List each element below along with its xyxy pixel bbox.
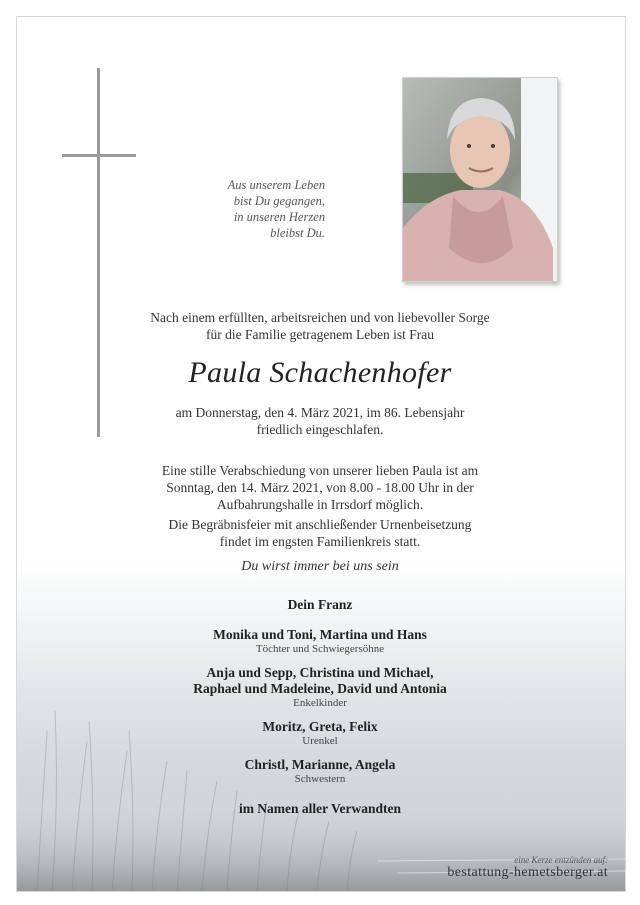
mourner-group: Monika und Toni, Martina und Hans Töchter und Schwiegersöhne: [213, 627, 427, 655]
motto: Du wirst immer bei uns sein: [241, 559, 399, 574]
mourners-list: [120, 597, 520, 817]
cross-vertical: [97, 68, 100, 437]
mourner-group: Moritz, Greta, Felix Urenkel: [262, 719, 378, 747]
burial-info: Die Begräbnisfeier mit anschließender Urnenbeisetzung findet im engsten Familienkreis statt.: [168, 517, 472, 549]
portrait-photo: [402, 77, 558, 282]
footer: [447, 855, 608, 881]
candle-note: eine Kerze entzünden auf:: [514, 855, 608, 865]
website-link[interactable]: bestattung-hemetsberger.at: [447, 865, 608, 880]
intro-text: Nach einem erfüllten, arbeitsreichen und von liebevoller Sorge für die Familie getragenem Leben ist Frau: [150, 310, 490, 342]
death-notice: am Donnerstag, den 4. März 2021, im 86. Lebensjahr friedlich eingeschlafen.: [175, 405, 465, 437]
farewell-info: Eine stille Verabschiedung von unserer lieben Paula ist am Sonntag, den 14. März 2021, von 8.00 - 18.00 Uhr in der Aufbahrungshalle in Irrsdorf möglich.: [161, 463, 479, 512]
closing-line: im Namen aller Verwandten: [238, 801, 402, 816]
cross-horizontal: [62, 154, 136, 157]
deceased-name: Paula Schachenhofer: [188, 356, 452, 389]
mourner-group: Christl, Marianne, Angela Schwestern: [244, 757, 396, 785]
mourner-group: Dein Franz: [287, 597, 353, 612]
verse: Aus unserem Leben bist Du gegangen, in unseren Herzen bleibst Du.: [227, 178, 325, 240]
mourner-group: Anja und Sepp, Christina und Michael, Raphael und Madeleine, David und Antonia Enkelkinder: [193, 665, 447, 709]
